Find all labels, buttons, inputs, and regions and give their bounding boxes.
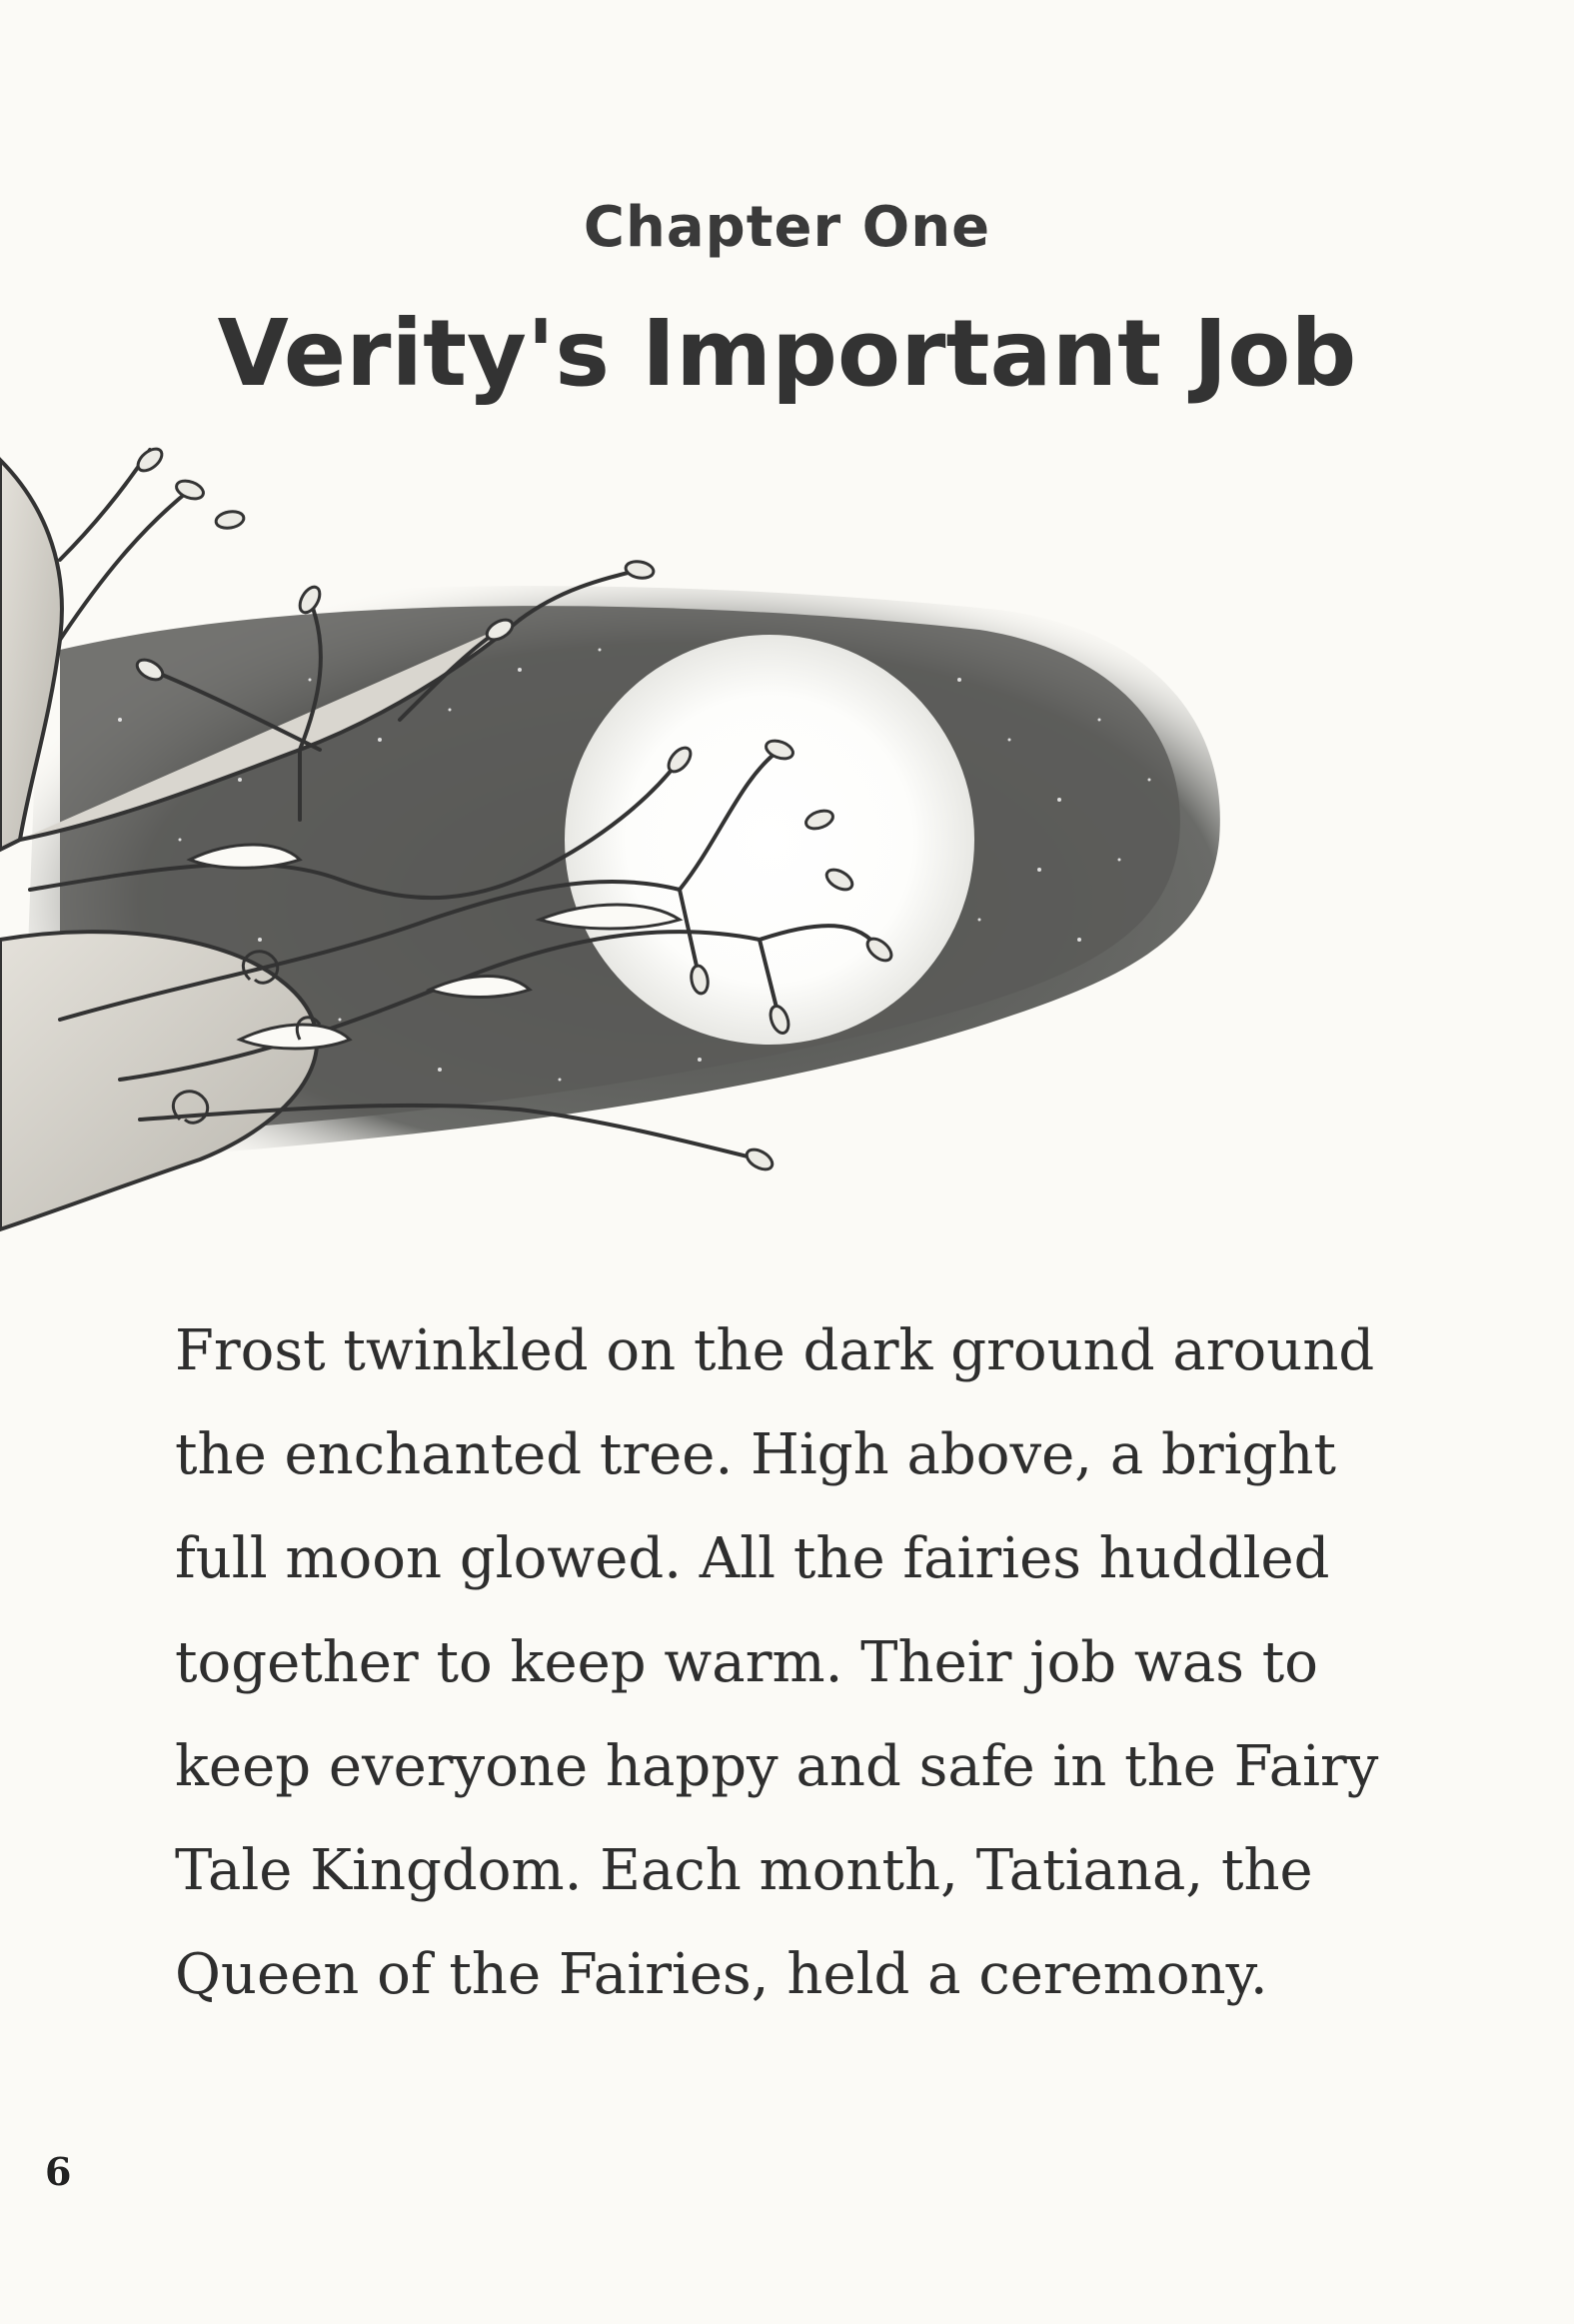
story-paragraph: Frost twinkled on the dark ground around the enchanted tree. High above, a bright full moon glowed. All the fairies huddled together to keep warm. Their job was to keep everyone happy and safe in the Fairy Tale Kingdom. Each month, Tatiana, the Queen of the Fairies, held a ceremony.: [175, 1318, 1379, 2007]
story-text: [175, 1299, 1414, 2027]
tree-moon-illustration: [0, 420, 1299, 1239]
page-number: 6: [45, 2149, 72, 2194]
chapter-label: Chapter One: [583, 195, 991, 260]
chapter-title: Verity's Important Job: [217, 300, 1357, 407]
